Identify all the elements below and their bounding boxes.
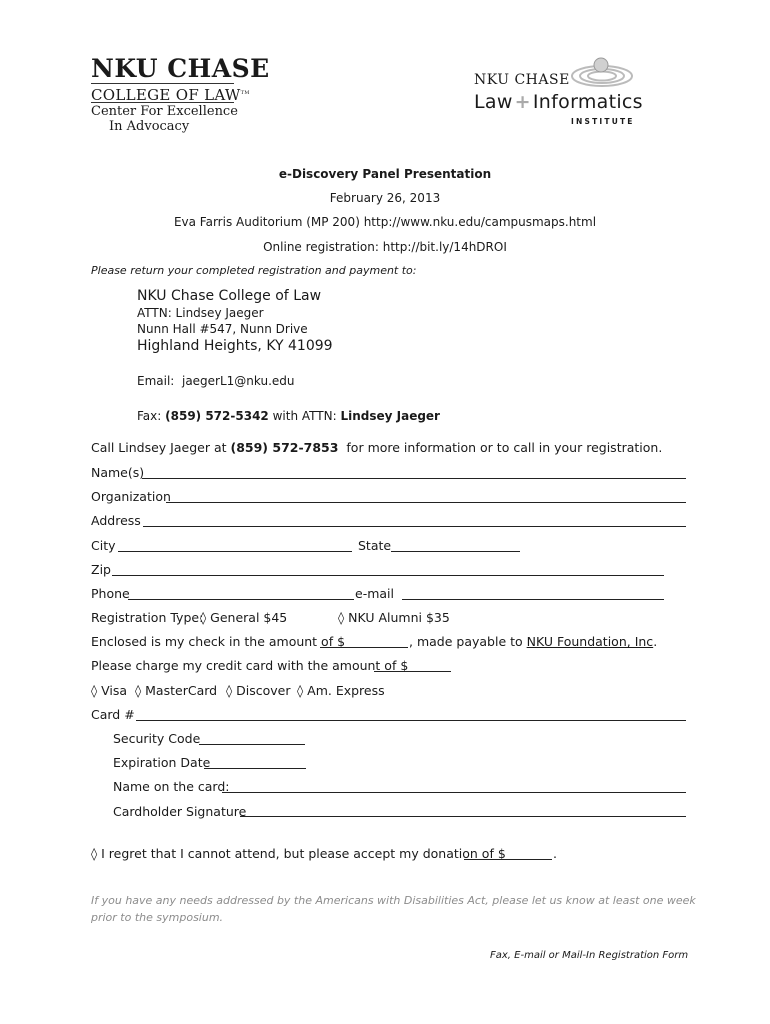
check-payee: NKU Foundation, Inc: [526, 634, 654, 649]
signature-label: Cardholder Signature: [113, 804, 247, 819]
contact-email: [137, 374, 295, 388]
credit-label: Please charge my credit card with the amount of $: [91, 658, 409, 673]
state-label: State: [358, 538, 392, 553]
logo-divider: [91, 83, 234, 84]
email-link[interactable]: jaegerL1@nku.edu: [181, 374, 295, 388]
address-line1: NKU Chase College of Law: [137, 288, 322, 304]
plus-icon: +: [514, 91, 531, 113]
card-discover-option[interactable]: ◊ Discover: [226, 683, 291, 698]
security-code-field[interactable]: [199, 744, 305, 745]
logo-divider-2: [91, 102, 234, 103]
donation-amount-field[interactable]: [464, 859, 552, 860]
registration-alumni-option[interactable]: ◊ NKU Alumni $35: [338, 610, 450, 625]
page-title: e-Discovery Panel Presentation: [278, 167, 492, 181]
check-payee-line: [409, 634, 657, 649]
logo-tm: TM: [240, 90, 250, 96]
email-label: Email:: [137, 374, 175, 388]
check-mid: , made payable to: [409, 634, 523, 649]
logo-law: Law: [474, 91, 513, 113]
address-field[interactable]: [143, 526, 686, 527]
logo-institute: INSTITUTE: [571, 117, 635, 126]
email-field[interactable]: [402, 599, 664, 600]
return-note: Please return your completed registration and payment to:: [91, 264, 417, 277]
event-venue: Eva Farris Auditorium (MP 200) http://www.nku.edu/campusmaps.html: [173, 215, 597, 229]
logo-center-line1: Center For Excellence: [91, 104, 238, 119]
call-suffix: for more information or to call in your registration.: [346, 440, 663, 455]
registration-general-option[interactable]: ◊ General $45: [200, 610, 288, 625]
check-end: .: [653, 634, 658, 649]
call-phone: (859) 572-7853: [230, 440, 339, 455]
globe-emblem-icon: [570, 54, 634, 92]
call-prefix: Call Lindsey Jaeger at: [91, 440, 227, 455]
registration-type-label: Registration Type:: [91, 610, 204, 625]
zip-label: Zip: [91, 562, 111, 577]
logo-center-line2: In Advocacy: [109, 119, 190, 134]
call-line: [91, 440, 662, 456]
logo-right-nku-chase: NKU CHASE: [474, 72, 570, 88]
address-line3: Nunn Hall #547, Nunn Drive: [137, 322, 308, 336]
logo-college-text: COLLEGE OF LAW: [91, 86, 241, 104]
check-amount-field[interactable]: [320, 647, 408, 648]
fax-label: Fax:: [137, 409, 162, 423]
donation-label[interactable]: ◊ I regret that I cannot attend, but please accept my donation of $: [91, 846, 506, 861]
donation-end: .: [553, 846, 557, 861]
event-date: February 26, 2013: [329, 191, 441, 205]
state-field[interactable]: [391, 551, 520, 552]
name-on-card-field[interactable]: [222, 792, 686, 793]
contact-fax: [137, 409, 440, 423]
card-visa-option[interactable]: ◊ Visa: [91, 683, 128, 698]
expiration-label: Expiration Date: [113, 755, 211, 770]
name-on-card-label: Name on the card:: [113, 779, 230, 794]
logo-college-of-law: [91, 85, 250, 103]
organization-label: Organization: [91, 489, 171, 504]
organization-field[interactable]: [166, 502, 686, 503]
card-amex-option[interactable]: ◊ Am. Express: [297, 683, 385, 698]
zip-field[interactable]: [112, 575, 664, 576]
credit-amount-field[interactable]: [374, 671, 451, 672]
names-field[interactable]: [142, 478, 686, 479]
online-registration: Online registration: http://bit.ly/14hDROI: [263, 240, 507, 254]
names-label: Name(s): [91, 465, 145, 480]
email-field-label: e-mail: [355, 586, 394, 601]
phone-label: Phone: [91, 586, 130, 601]
ada-note-line1: If you have any needs addressed by the Americans with Disabilities Act, please let us know at least one week: [91, 894, 696, 907]
security-code-label: Security Code: [113, 731, 201, 746]
card-mastercard-option[interactable]: ◊ MasterCard: [135, 683, 218, 698]
expiration-field[interactable]: [204, 768, 306, 769]
check-label: Enclosed is my check in the amount of $: [91, 634, 346, 649]
fax-with: with ATTN:: [272, 409, 337, 423]
city-label: City: [91, 538, 116, 553]
address-line2: ATTN: Lindsey Jaeger: [137, 306, 264, 320]
fax-attn: Lindsey Jaeger: [340, 409, 440, 423]
card-number-field[interactable]: [136, 720, 686, 721]
fax-number: (859) 572-5342: [165, 409, 269, 423]
ada-note-line2: prior to the symposium.: [91, 911, 224, 924]
logo-nku-chase: NKU CHASE: [91, 54, 270, 83]
logo-law-informatics: [474, 91, 643, 113]
card-number-label: Card #: [91, 707, 135, 722]
address-label: Address: [91, 513, 141, 528]
signature-field[interactable]: [240, 816, 686, 817]
form-footer: Fax, E-mail or Mail-In Registration Form: [490, 950, 689, 961]
logo-informatics: Informatics: [532, 91, 643, 113]
address-line4: Highland Heights, KY 41099: [137, 338, 333, 354]
city-field[interactable]: [118, 551, 352, 552]
phone-field[interactable]: [128, 599, 354, 600]
